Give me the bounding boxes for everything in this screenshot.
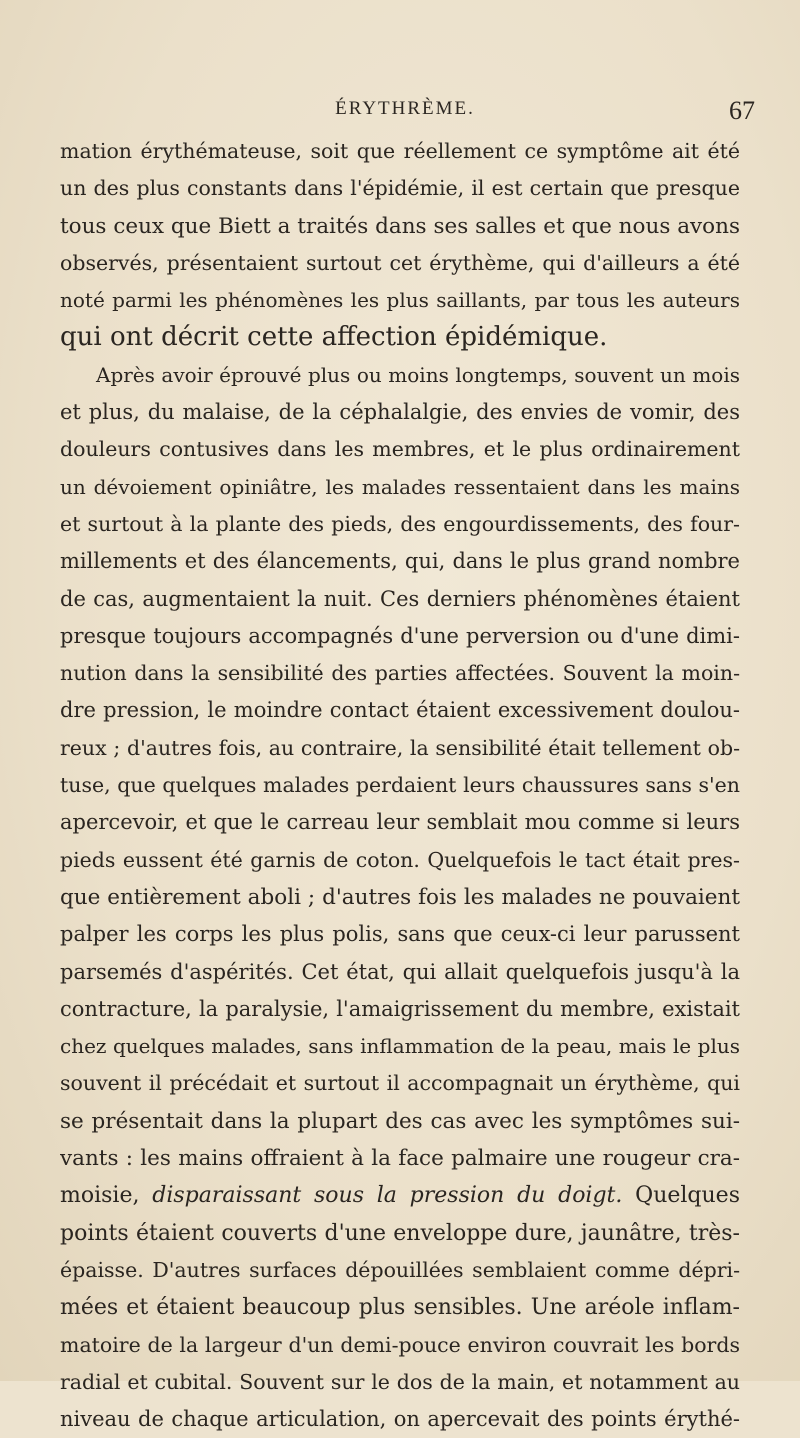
text-line: épaisse. D'autres surfaces dépouillées semblaient comme dépri- [60, 1257, 740, 1282]
text-line: dre pression, le moindre contact étaient excessivement doulou- [60, 698, 740, 723]
text-line: presque toujours accompagnés d'une perversion ou d'une dimi- [60, 623, 740, 648]
text-line: apercevoir, et que le carreau leur semblait mou comme si leurs [60, 810, 740, 835]
text-line: se présentait dans la plupart des cas avec les symptômes sui- [60, 1108, 740, 1134]
text-line: reux ; d'autres fois, au contraire, la sensibilité était tellement ob- [60, 735, 740, 760]
text-line: parsemés d'aspérités. Cet état, qui allait quelquefois jusqu'à la [60, 959, 740, 984]
text-line: un des plus constants dans l'épidémie, il est certain que presque [60, 176, 740, 201]
body-text [60, 133, 740, 1438]
text-line: de cas, augmentaient la nuit. Ces derniers phénomènes étaient [60, 586, 740, 611]
text-line: palper les corps les plus polis, sans que ceux-ci leur parussent [60, 922, 740, 947]
text-line: qui ont décrit cette affection épidémique. [60, 322, 608, 353]
italic-phrase: disparaissant sous la pression du doigt. [152, 1183, 623, 1209]
text-line: millements et des élancements, qui, dans le plus grand nombre [60, 549, 740, 574]
text-line: et surtout à la plante des pieds, des engourdissements, des four- [60, 511, 740, 536]
text-segment: Quelques [635, 1183, 740, 1209]
text-line: un dévoiement opiniâtre, les malades ressentaient dans les mains [60, 474, 740, 499]
running-head: ÉRYTHRÈME. [335, 98, 475, 119]
text-line: nution dans la sensibilité des parties affectées. Souvent la moin- [60, 661, 740, 686]
page-number: 67 [729, 96, 755, 125]
text-line: observés, présentaient surtout cet érythème, qui d'ailleurs a été [60, 250, 740, 275]
text-line: contracture, la paralysie, l'amaigrissement du membre, existait [60, 996, 740, 1021]
paragraph-start-line: Après avoir éprouvé plus ou moins longtemps, souvent un mois [96, 362, 740, 387]
text-line: matoire de la largeur d'un demi-pouce environ couvrait les bords [60, 1332, 740, 1357]
text-line-with-italic [60, 1177, 740, 1214]
text-line: tous ceux que Biett a traités dans ses salles et que nous avons [60, 213, 740, 239]
text-line: vants : les mains offraient à la face palmaire une rougeur cra- [60, 1146, 740, 1172]
text-line: points étaient couverts d'une enveloppe dure, jaunâtre, très- [60, 1220, 740, 1246]
text-line: mation érythémateuse, soit que réellement ce symptôme ait été [60, 139, 740, 163]
text-line: tuse, que quelques malades perdaient leurs chaussures sans s'en [60, 773, 740, 798]
text-line: souvent il précédait et surtout il accompagnait un érythème, qui [60, 1071, 740, 1096]
text-line: noté parmi les phénomènes les plus saillants, par tous les auteurs [60, 288, 740, 313]
page-header [55, 98, 755, 128]
text-line: radial et cubital. Souvent sur le dos de la main, et notamment au [60, 1369, 740, 1394]
text-line: mées et étaient beaucoup plus sensibles. Une aréole inflam- [60, 1295, 740, 1321]
text-line: niveau de chaque articulation, on apercevait des points érythé- [60, 1407, 740, 1432]
text-line: et plus, du malaise, de la céphalalgie, des envies de vomir, des [60, 400, 740, 425]
text-line: douleurs contusives dans les membres, et le plus ordinairement [60, 437, 740, 462]
text-line: que entièrement aboli ; d'autres fois les malades ne pouvaient [60, 884, 740, 910]
text-segment: moisie, [60, 1183, 140, 1209]
text-line: chez quelques malades, sans inflammation de la peau, mais le plus [60, 1034, 740, 1059]
text-line: pieds eussent été garnis de coton. Quelquefois le tact était pres- [60, 847, 740, 872]
